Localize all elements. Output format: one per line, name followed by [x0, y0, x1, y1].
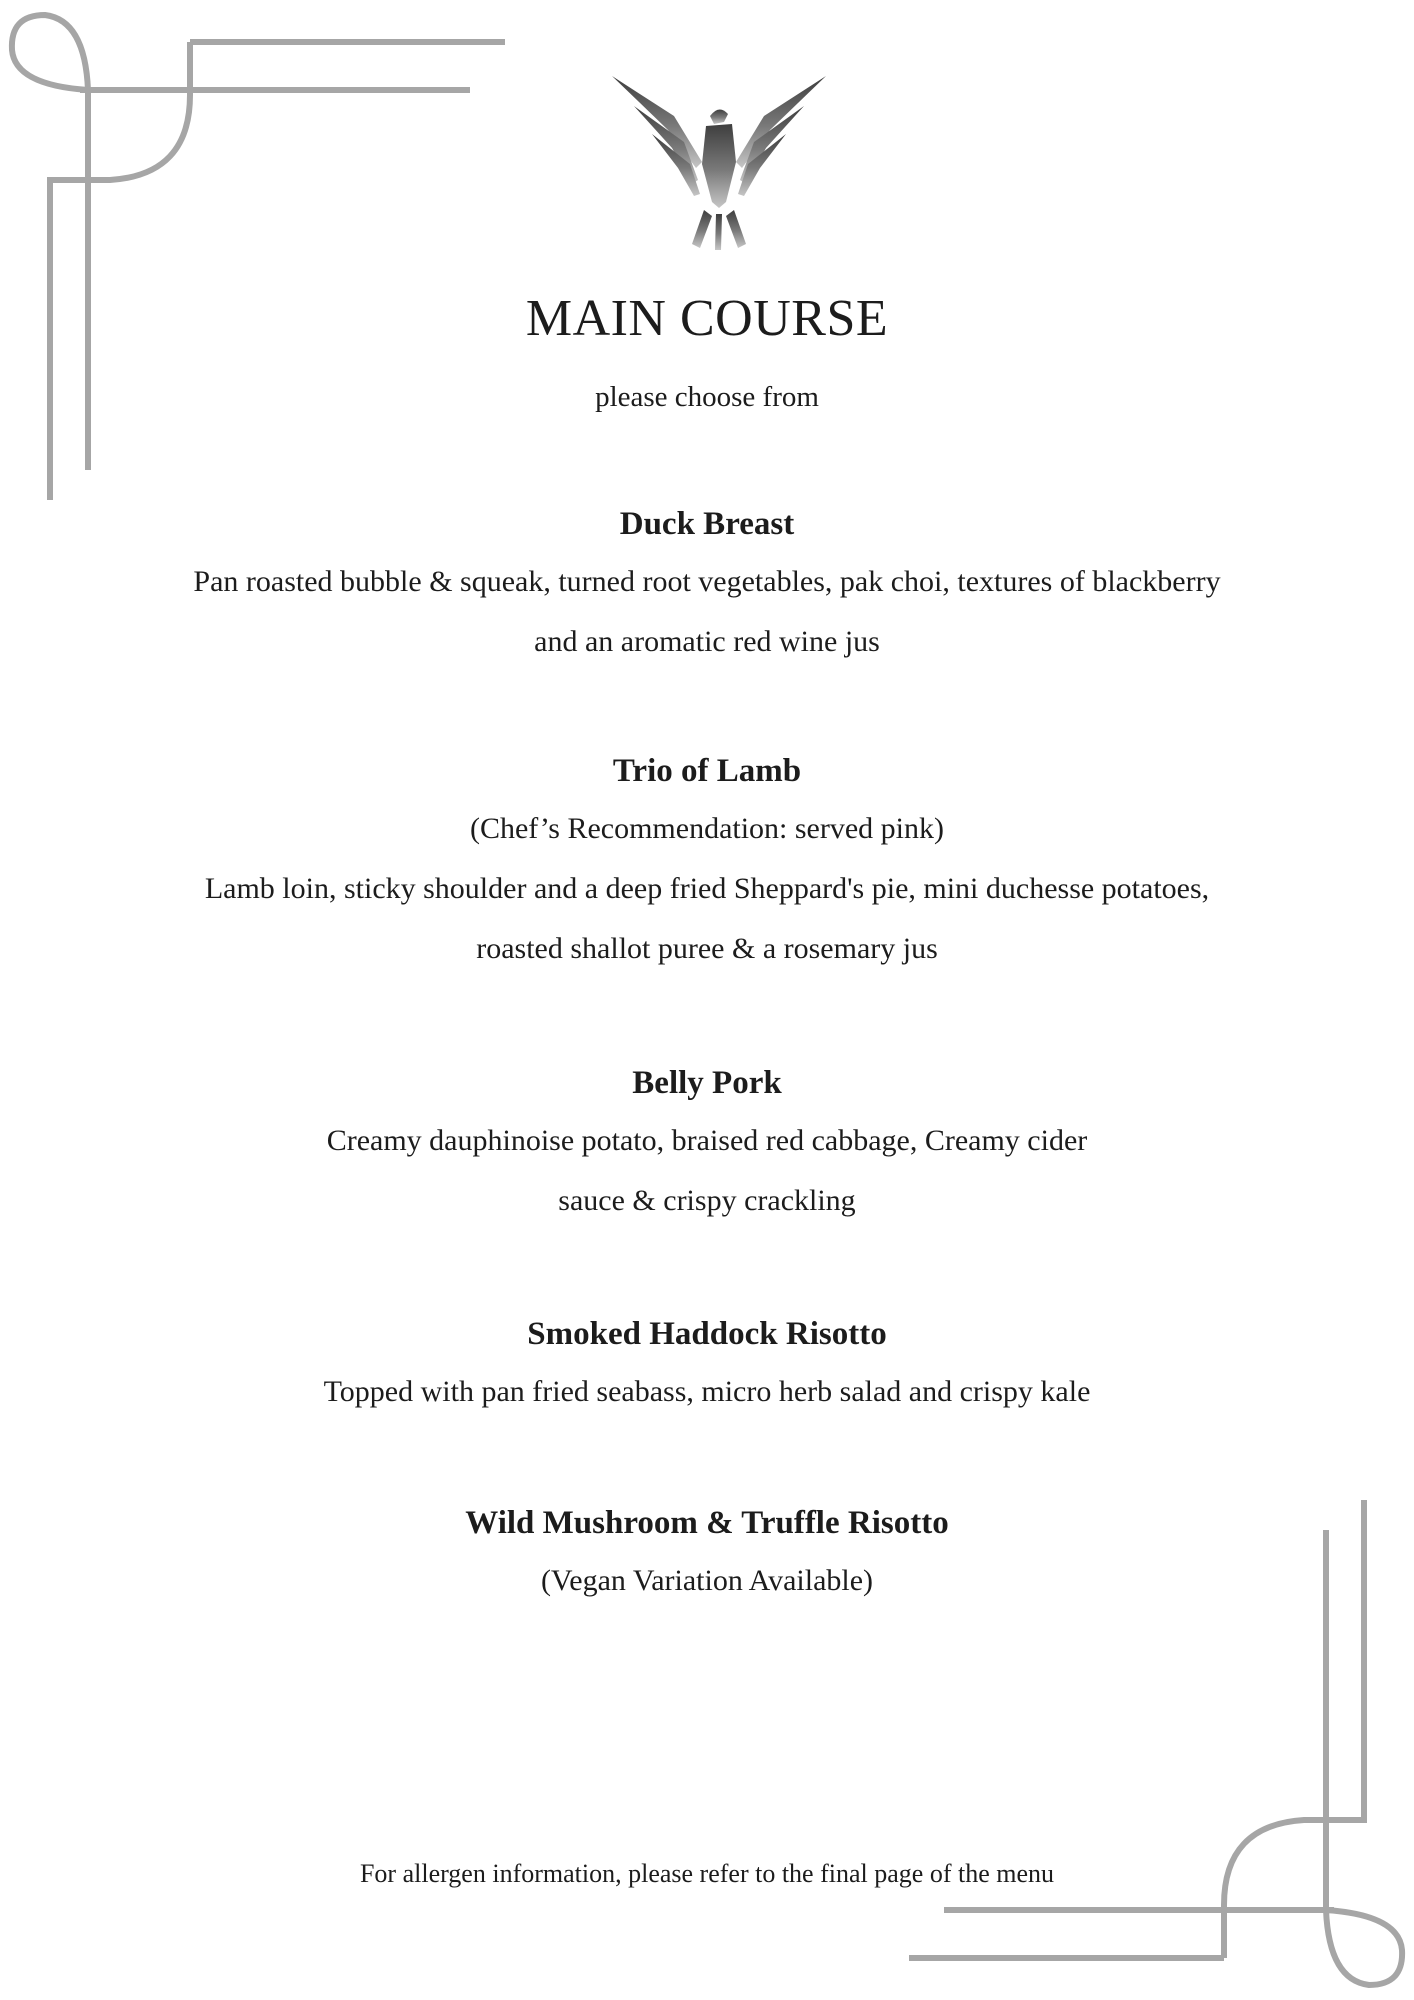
phoenix-logo [612, 72, 826, 252]
menu-item-note: (Chef’s Recommendation: served pink) [469, 811, 945, 845]
page-title: MAIN COURSE [525, 290, 889, 347]
menu-item-trio-of-lamb [120, 752, 1294, 969]
corner-ornament-top-left [0, 0, 520, 520]
menu-item-description: Pan roasted bubble & squeak, turned root vegetables, pak choi, textures of blackberry [193, 564, 1221, 598]
menu-item-description: and an aromatic red wine jus [534, 624, 880, 658]
menu-item-name: Wild Mushroom & Truffle Risotto [465, 1505, 949, 1541]
menu-item-description: Lamb loin, sticky shoulder and a deep fried Sheppard's pie, mini duchesse potatoes, [204, 871, 1210, 905]
menu-item-description: Topped with pan fried seabass, micro herb salad and crispy kale [323, 1374, 1091, 1408]
menu-item-name: Trio of Lamb [612, 753, 802, 789]
menu-item-wild-mushroom-truffle-risotto [120, 1504, 1294, 1601]
menu-item-belly-pork [120, 1064, 1294, 1241]
menu-item-description: sauce & crispy crackling [558, 1183, 856, 1217]
page-subtitle: please choose from [595, 381, 819, 413]
menu-item-smoked-haddock-risotto [120, 1315, 1294, 1412]
menu-item-name: Belly Pork [632, 1065, 782, 1101]
allergen-footer-note: For allergen information, please refer to the final page of the menu [359, 1859, 1055, 1888]
menu-item-note: (Vegan Variation Available) [540, 1563, 874, 1597]
menu-item-description: Creamy dauphinoise potato, braised red cabbage, Creamy cider [326, 1123, 1088, 1157]
menu-item-duck-breast [120, 505, 1294, 682]
menu-item-name: Duck Breast [619, 506, 795, 542]
menu-item-description: roasted shallot puree & a rosemary jus [476, 931, 938, 965]
menu-item-name: Smoked Haddock Risotto [527, 1316, 887, 1352]
